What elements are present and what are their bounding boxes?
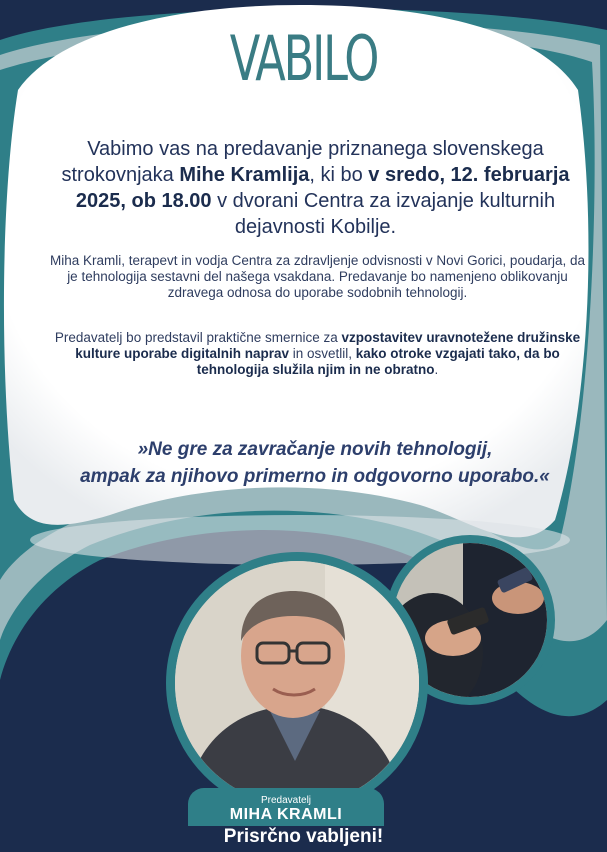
speaker-portrait-photo <box>166 552 428 814</box>
speaker-name: MIHA KRAMLI <box>229 806 343 823</box>
quote-line-1: »Ne gre za zavračanje novih tehnologij, <box>137 439 493 460</box>
speaker-name-tag <box>188 788 384 826</box>
speaker-description: Miha Kramli, terapevt in vodja Centra za zdravljenje odvisnosti v Novi Gorici, poudarja, da je tehnologija sestavni del našega vsakdana. Predavanje bo namenjeno oblikovanju zdravega odnosa do uporabe sodobnih tehnologij. <box>50 253 585 300</box>
quote <box>30 436 600 490</box>
quote-line-2: ampak za njihovo primerno in odgovorno uporabo.« <box>80 466 550 487</box>
closing-text: Prisrčno vabljeni! <box>223 826 384 847</box>
intro-paragraph: Vabimo vas na predavanje priznanega slovenskega strokovnjaka Mihe Kramlija, ki bo v sredo, 12. februarja 2025, ob 18.00 v dvorani Centra za izvajanje kulturnih dejavnosti Kobilje. <box>61 138 570 238</box>
page-title: VABILO <box>229 22 378 95</box>
speaker-role: Predavatelj <box>260 795 312 806</box>
lecture-description: Predavatelj bo predstavil praktične smernice za vzpostavitev uravnotežene družinske kulture uporabe digitalnih naprav in osvetlil, kako otroke vzgajati tako, da bo tehnologija služila njim in ne obratno. <box>54 330 581 377</box>
